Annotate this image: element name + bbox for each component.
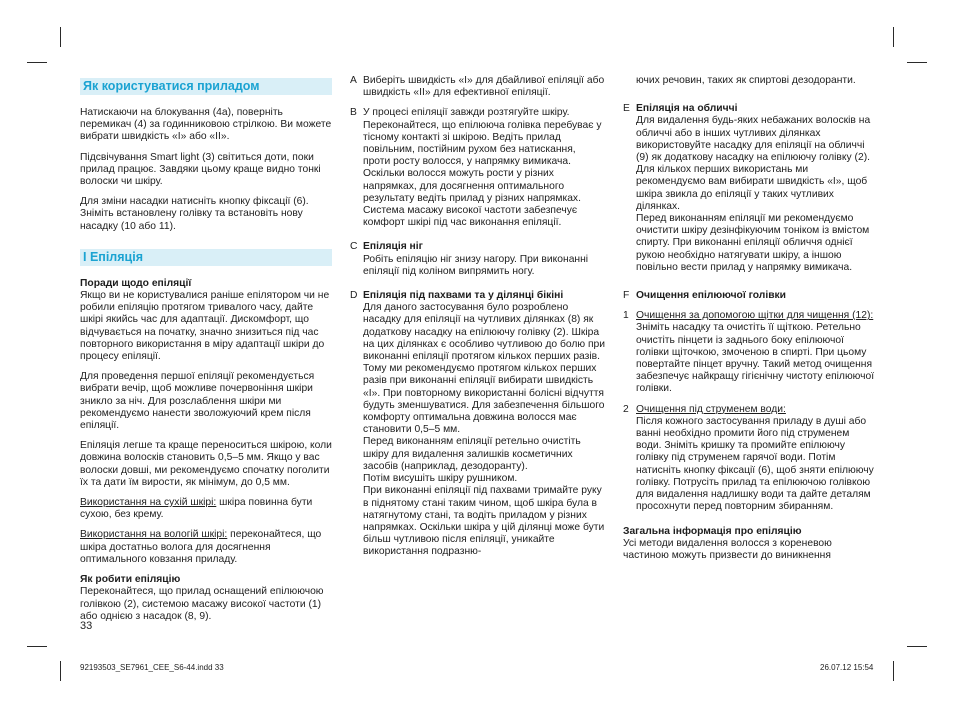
page-number: 33 — [80, 620, 93, 632]
subheading-how: Як робити епіляцію — [80, 574, 181, 586]
step-e — [623, 103, 875, 274]
step-marker: D — [350, 290, 358, 302]
step-marker: E — [623, 103, 630, 115]
step-text: Перед виконанням епіляції ми рекомендуємо очистити шкіру дезінфікуючим тоніком із вмістом спирту. При виконанні епіляції обличчя однієї рукою необхідно натягувати шкіру, а іншою повільно вести прилад у напрямку вимикача. — [636, 213, 870, 273]
crop-mark — [907, 646, 927, 647]
subheading-tips: Поради щодо епіляції — [80, 277, 192, 289]
footer-timestamp: 26.07.12 15:54 — [820, 663, 874, 672]
step-label — [636, 310, 875, 322]
column-left — [80, 78, 332, 631]
step-text: Виберіть швидкість «I» для дбайливої епіляції або швидкість «II» для ефективної епіляції. — [363, 75, 605, 99]
step-text: Для видалення будь-яких небажаних волосків на обличчі або в інших чутливих ділянках використовуйте насадку для епіляції на обличчі (9) як додаткову насадку на епілюючу голівку (2). Для кількох перших використань ми рекомендуємо вам вибирати швидкість «I», щоб шкіра звикла до епіляції у таких чутливих ділянках. — [636, 115, 871, 212]
step-text: Після кожного застосування приладу в душі або ванні необхідно промити його під струменем води. Зніміть кришку та промийте епілюючу голівку під струменем гарячої води. Потім натисніть кнопку фіксації (6), щоб зняти епілюючу голівку. Потрусіть прилад та епілюючою голівкою для видалення надлишку води та дайте деталям просохнути перед повторним збиранням. — [636, 415, 874, 513]
step-text: Робіть епіляцію ніг знизу нагору. При виконанні епіляції під коліном випрямить ногу. — [363, 253, 589, 277]
cleaning-step-1 — [623, 310, 875, 395]
step-marker: C — [350, 241, 358, 253]
column-right — [623, 75, 875, 570]
step-marker: A — [350, 75, 357, 86]
cleaning-step-2 — [623, 404, 875, 514]
step-f — [623, 290, 875, 302]
step-text: Для даного застосування було розроблено насадку для епіляції на чутливих ділянках (8) як додаткову насадку на епілюючу голівку (2). Шкіра на цих ділянках є особливо чутливою до болю при виконанні епіляції протягом кількох перших разів. Тому ми рекомендуємо протягом кількох перших разів при виконанні епіляції вибирати швидкість «I». При повторному використанні болісні відчуття будуть зменшуватися. Для забезпечення більшого комфорту оптимальна довжина волосся має становити 0,5–5 мм. — [363, 302, 606, 436]
crop-mark — [907, 62, 927, 63]
wet-skin-text: переконайтеся, що шкіра достатньо волога для досягнення оптимального ковзання приладу. — [80, 529, 322, 565]
step-text: При виконанні епіляції під пахвами тримайте руку в піднятому стані таким чином, щоб шкіра була в натягнутому стані, та водіть приладом у різних напрямках. Оскільки шкіра у цій ділянці може бути більш чутливою після епіляції, уникайте використання подразню- — [363, 485, 605, 558]
step-title: Епіляція ніг — [363, 241, 423, 253]
step-title: Очищення епілюючої голівки — [636, 290, 787, 302]
paragraph: ючих речовин, таких як спиртові дезодоранти. — [636, 75, 856, 86]
step-d — [350, 290, 605, 558]
subheading-general: Загальна інформація про епіляцію — [623, 525, 802, 537]
step-title: Епіляція на обличчі — [636, 103, 738, 115]
dry-skin-text: шкіра повинна бути сухою, без крему. — [80, 497, 313, 521]
step-label — [636, 404, 875, 416]
step-marker: F — [623, 290, 630, 302]
step-text: Потім висушіть шкіру рушником. — [363, 473, 518, 485]
section-heading-epilation: I Епіляція — [80, 249, 332, 266]
paragraph: Для зміни насадки натисніть кнопку фіксації (6). Зніміть встановлену голівку та встановіть нову насадку (10 або 11). — [80, 196, 309, 232]
wet-skin-label: Використання на вологій шкірі: — [80, 529, 228, 541]
paragraph: Натискаючи на блокування (4a), поверніть перемикач (4) за годинниковою стрілкою. Ви можете вибрати швидкість «I» або «II». — [80, 107, 332, 143]
paragraph: Усі методи видалення волосся з кореневою частиною можуть призвести до виникнення — [623, 537, 832, 561]
paragraph-dry-skin — [80, 497, 332, 521]
crop-mark — [27, 62, 47, 63]
step-title: Епіляція під пахвами та у ділянці бікіні — [363, 290, 564, 302]
step-a — [350, 75, 605, 99]
dry-skin-label: Використання на сухій шкірі: — [80, 497, 217, 509]
paragraph: Підсвічування Smart light (3) світиться доти, поки прилад працює. Завдяки цьому краще видно тонкі волоски чи шкіру. — [80, 151, 321, 188]
step-text: Зніміть насадку та очистіть її щіткою. Ретельно очистіть пінцети із заднього боку епілюючої голівки щіточкою, змоченою в спирті. При цьому повертайте пінцет вручну. Такий метод очищення забезпечує найкращу гігієнічну чистоту епілюючої голівки. — [636, 322, 875, 395]
paragraph: Переконайтеся, що прилад оснащений епілюючою голівкою (2), системою масажу високої частоти (1) або однією з насадок (8, 9). — [80, 586, 324, 622]
column-middle — [350, 75, 605, 567]
paragraph: Якщо ви не користувалися раніше епілятором чи не робили епіляцію протягом тривалого часу, дайте шкірі якийсь час для адаптації. Дискомфорт, що відчувається на початку, значно знизиться під час повторного використання в міру адаптації шкіри до процесу епіляції. — [80, 290, 330, 363]
crop-mark — [60, 27, 61, 47]
step-text: Перед виконанням епіляції ретельно очистіть шкіру для видалення залишків косметичних засобів (наприклад, дезодоранту). — [363, 436, 581, 472]
crop-mark — [60, 661, 61, 681]
paragraph: Епіляція легше та краще переноситься шкірою, коли довжина волосків становить 0,5–5 мм. Якщо у вас волоски довші, ми рекомендуємо спочатку поголити їх та дати їм вирости, як мінімум, до 0,5 мм. — [80, 440, 332, 488]
step-label-text: Очищення за допомогою щітки для чищення (12): — [636, 310, 874, 322]
paragraph-wet-skin — [80, 529, 332, 566]
step-label-text: Очищення під струменем води: — [636, 403, 786, 415]
step-marker: 1 — [623, 310, 629, 322]
step-b — [350, 107, 605, 229]
paragraph: Для проведення першої епіляції рекомендується вибрати вечір, щоб можливе почервоніння шкіри зникло за ніч. Для розслаблення шкіри ми рекомендуємо нанести зволожуючий крем після епіляції. — [80, 371, 315, 432]
step-text: У процесі епіляції завжди розтягуйте шкіру. Переконайтеся, що епілююча голівка перебуває у тісному контакті зі шкірою. Ведіть прилад повільним, постійним рухом без натискання, проти росту волосся, у напрямку вимикача. Оскільки волосся можуть рости у різних напрямках, для досягнення оптимального результату ведіть прилад у різних напрямках. Система масажу високої частоти забезпечує комфорт шкірі під час виконання епіляції. — [363, 107, 602, 229]
crop-mark — [893, 661, 894, 681]
step-c — [350, 241, 605, 278]
step-marker: B — [350, 107, 357, 119]
step-marker: 2 — [623, 403, 629, 415]
section-heading-usage: Як користуватися приладом — [80, 78, 332, 95]
crop-mark — [27, 646, 47, 647]
crop-mark — [893, 27, 894, 47]
footer-file-info: 92193503_SE7961_CEE_S6-44.indd 33 — [80, 663, 224, 672]
